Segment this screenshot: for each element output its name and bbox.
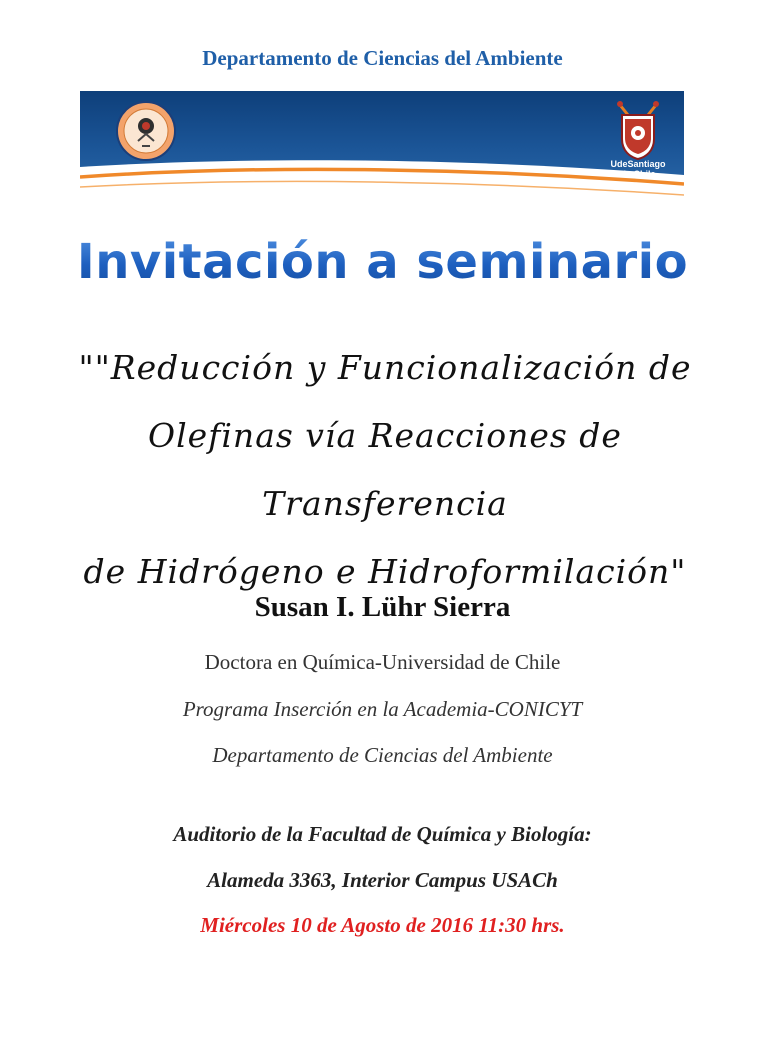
venue-name: Auditorio de la Facultad de Química y Biología: [173,822,592,846]
seminar-title-line1: ""Reducción y Funcionalización de [78,348,692,387]
department-header: Departamento de Ciencias del Ambiente [202,46,563,70]
speaker-department: Departamento de Ciencias del Ambiente [212,743,553,767]
seminar-title-line2: Olefinas vía Reacciones de Transferencia [148,416,622,523]
usach-logo-text [602,159,674,179]
seminar-title-line3: de Hidrógeno e Hidroformilación" [83,552,687,591]
usach-logo-text-line1: UdeSantiago [610,159,666,169]
seminar-title [40,334,730,606]
invitation-title: Invitación a seminario [0,234,765,290]
speaker-program: Programa Inserción en la Academia-CONICYT [182,697,583,721]
event-datetime: Miércoles 10 de Agosto de 2016 11:30 hrs. [200,913,565,937]
faculty-seal-icon [116,101,176,161]
venue-address: Alameda 3363, Interior Campus USACh [207,868,558,892]
header-banner [80,91,684,206]
speaker-degree: Doctora en Química-Universidad de Chile [204,650,561,674]
usach-logo-text-line2: de Chile [620,169,656,179]
speaker-name: Susan I. Lühr Sierra [254,591,511,623]
